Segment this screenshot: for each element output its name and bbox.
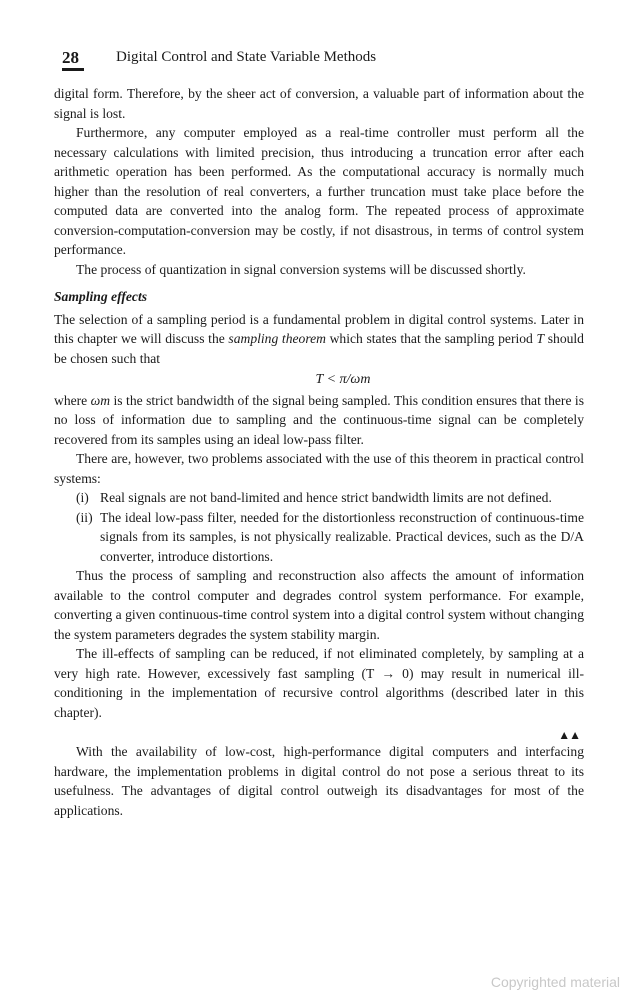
sampling-theorem-term: sampling theorem	[228, 331, 326, 346]
body-text	[54, 84, 584, 820]
page-header	[54, 44, 584, 74]
page-number: 28	[62, 48, 79, 67]
copyright-watermark: Copyrighted material	[490, 974, 620, 990]
paragraph-9: With the availability of low-cost, high-performance digital computers and interfacing hardware, the implementation problems in digital control do not pose a serious threat to its usefulness. The advantages of digital control outweigh its disadvantages for most of the applications.	[54, 744, 584, 818]
paragraph-6: There are, however, two problems associated with the use of this theorem in practical control systems:	[54, 451, 584, 486]
paragraph-3: The process of quantization in signal conversion systems will be discussed shortly.	[76, 261, 526, 277]
paragraph-8: The ill-effects of sampling can be reduced, if not eliminated completely, by sampling at a very high rate. However, excessively fast sampling (T → 0) may result in numerical ill-conditioning in the implementation of recursive control algorithms (described later in this chapter).	[54, 646, 584, 720]
section-heading: Sampling effects	[54, 289, 148, 304]
paragraph-5-text-a: where	[54, 392, 91, 408]
running-title: Digital Control and State Variable Methods	[116, 49, 377, 65]
paragraph-2: Furthermore, any computer employed as a real-time controller must perform all the necessary calculations with limited precision, thus introducing a truncation error after each arithmetic operation has been performed. As the computational accuracy is normally much higher than the resolution of real converters, a further truncation must take place before the computed data are converted into the analog form. The repeated process of approximate conversion-computation-conversion may be costly, if not disastrous, in terms of control system performance.	[54, 125, 584, 257]
list-marker: (i)	[76, 490, 89, 505]
symbol-t: T	[536, 331, 545, 346]
paragraph-4-text-b: which states that the sampling period	[325, 331, 537, 346]
paragraph-5	[54, 391, 584, 450]
list-item	[76, 488, 584, 508]
list-item	[76, 508, 584, 567]
list-marker: (ii)	[76, 509, 93, 525]
paragraph-1: digital form. Therefore, by the sheer act of conversion, a valuable part of information about the signal is lost.	[54, 86, 584, 121]
paragraph-7: Thus the process of sampling and reconstruction also affects the amount of information available to the control computer and degrades control system performance. For example, converting a given continuous-time control system into a digital control system without changing the system parameters degrades the system stability margin.	[54, 568, 584, 642]
paragraph-4-text-c: should be chosen such that	[54, 331, 584, 366]
paragraph-4-text-a: The selection of a sampling period is a fundamental problem in digital control systems. Later in this chapter we will discuss the	[54, 311, 584, 346]
book-page	[54, 44, 584, 820]
list-text: Real signals are not band-limited and hence strict bandwidth limits are not defined.	[100, 490, 552, 505]
sampling-equation: T < π/ωm	[315, 372, 371, 387]
list-text: The ideal low-pass filter, needed for the distortionless reconstruction of continuous-time signals from its samples, is not physically realizable. Practical devices, such as the D/A converter, introduce distortions.	[100, 509, 584, 564]
paragraph-5-text-b: is the strict bandwidth of the signal being sampled. This condition ensures that there is no loss of information due to sampling and the continuous-time signal can be completely recovered from its samples using an ideal low-pass filter.	[54, 392, 584, 447]
symbol-omega-m: ωm	[90, 392, 111, 408]
paragraph-4	[54, 310, 584, 369]
page-number-rule	[62, 68, 84, 71]
section-end-mark: ▲▲	[558, 728, 580, 742]
